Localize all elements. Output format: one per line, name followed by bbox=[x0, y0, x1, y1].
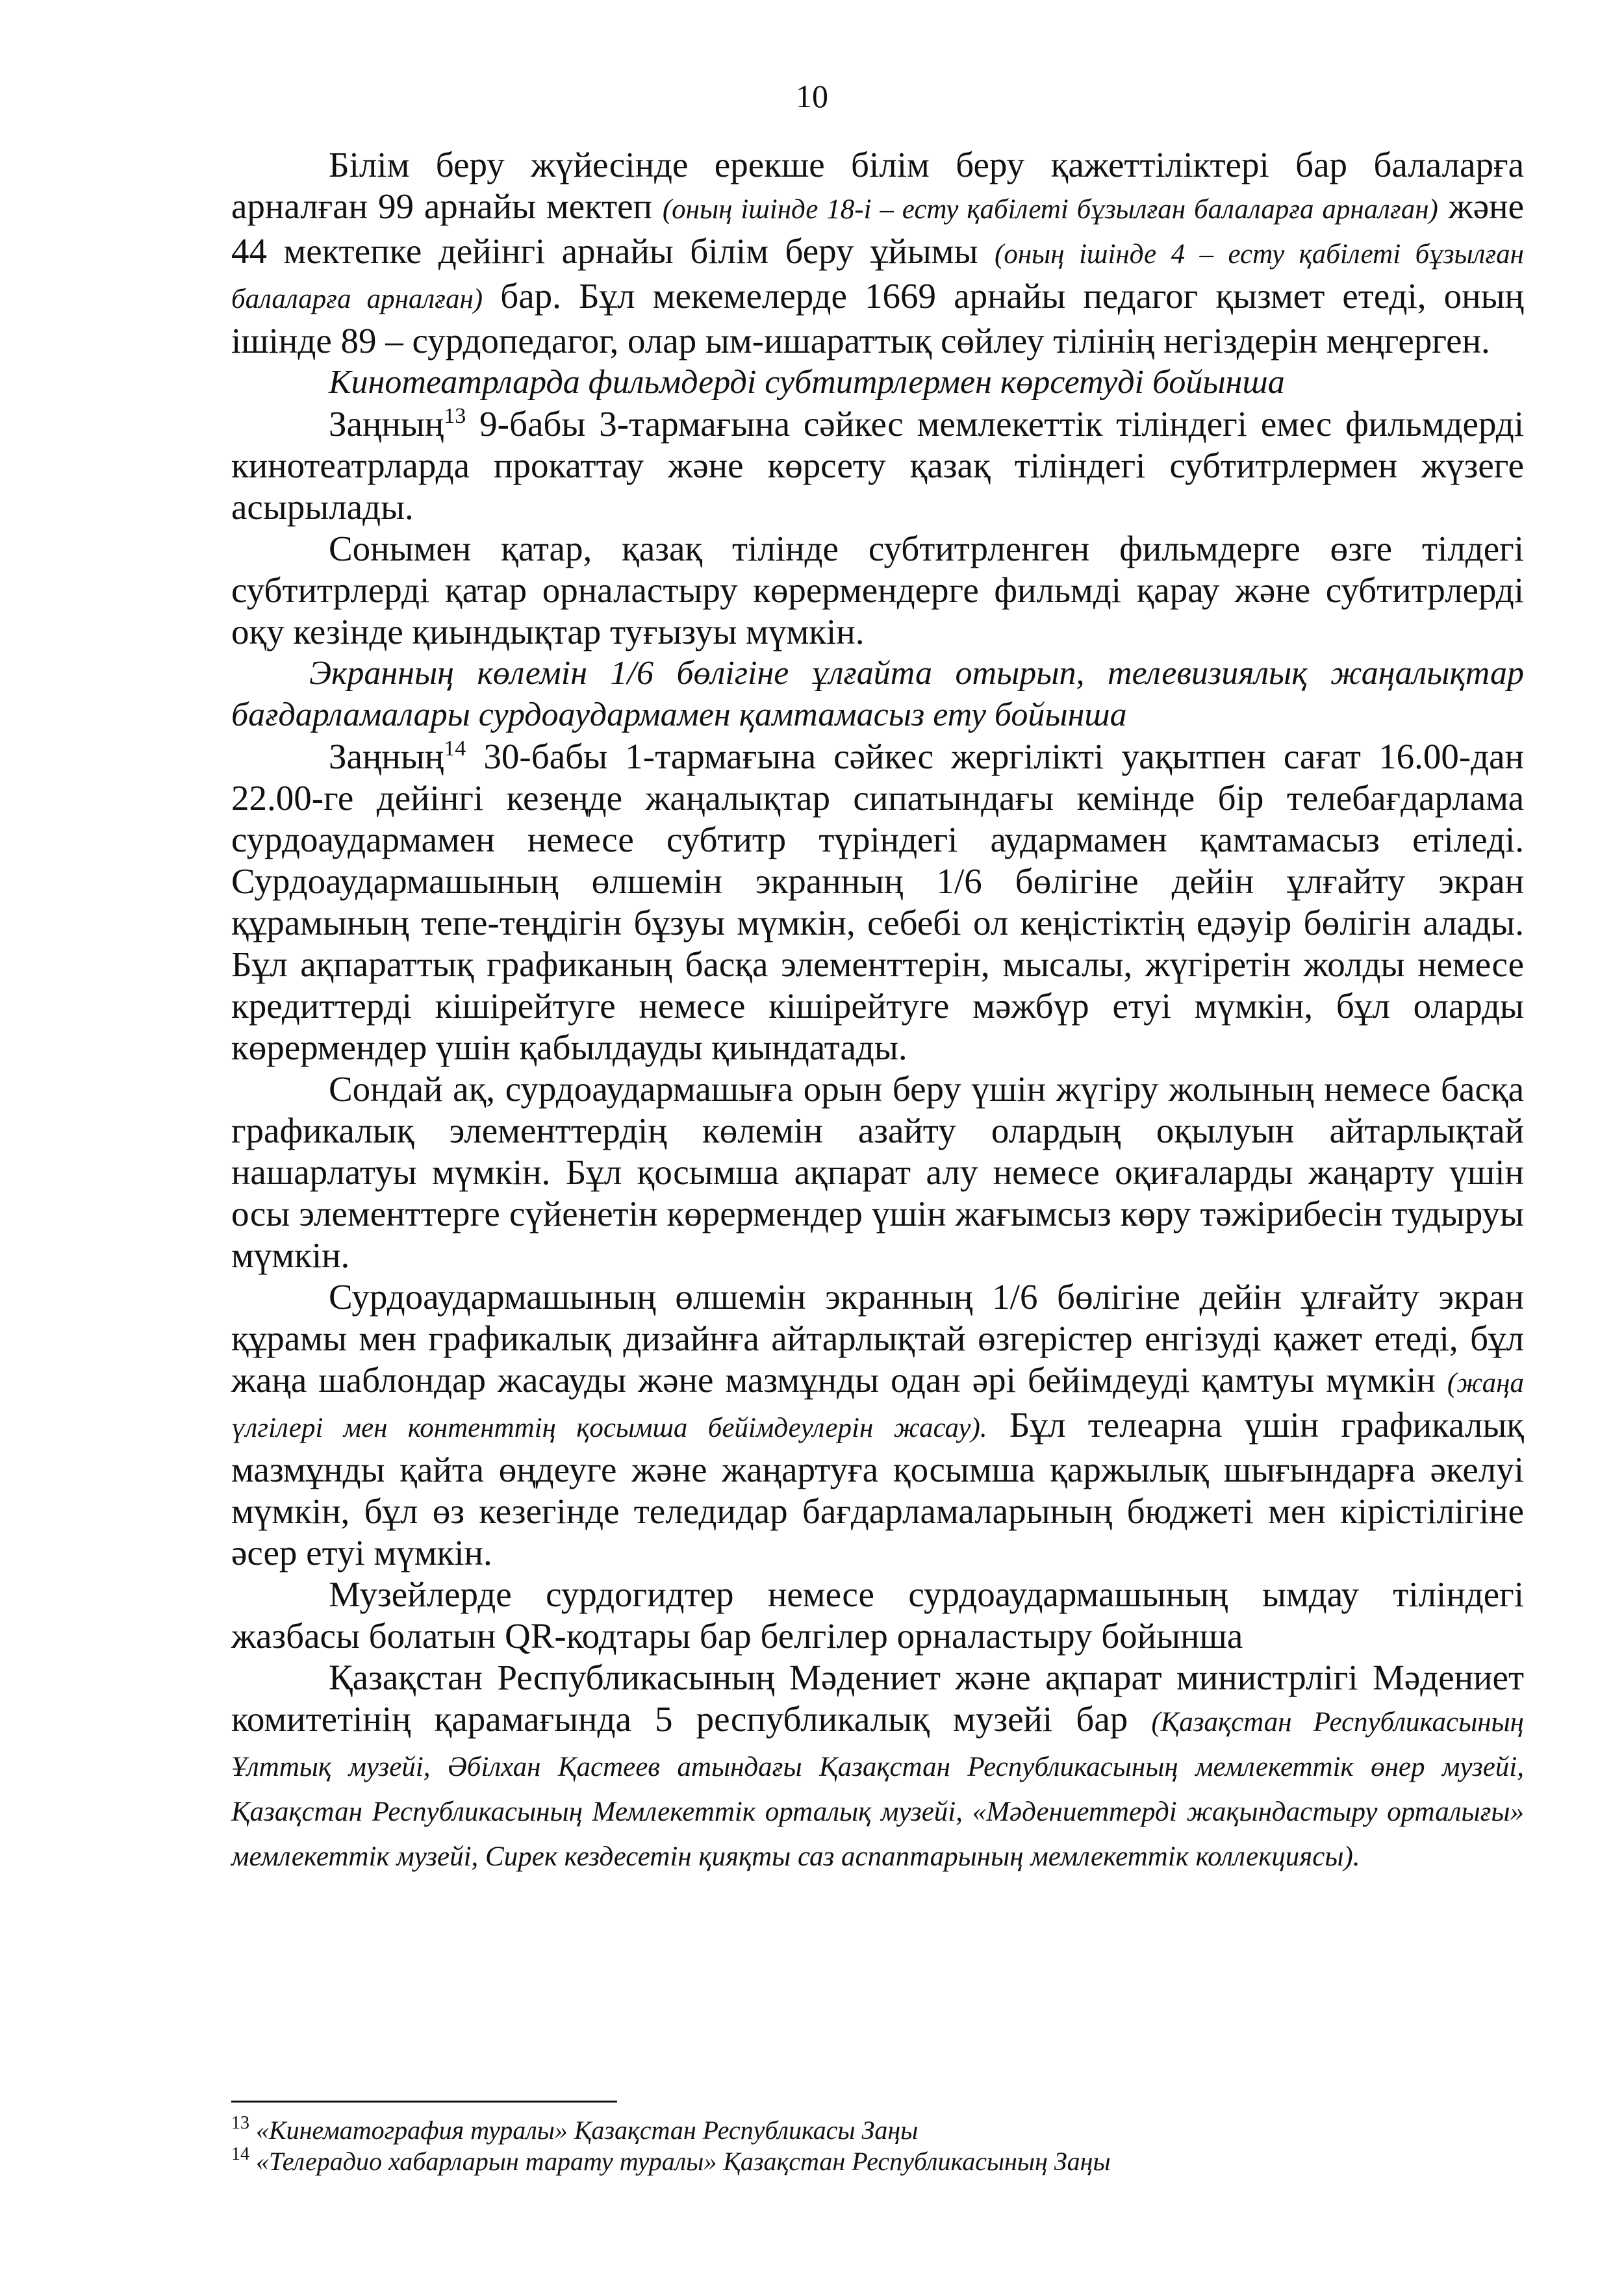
footnotes bbox=[231, 2115, 1524, 2177]
paragraph-dual-subtitles: Сонымен қатар, қазақ тілінде субтитрленген фильмдерге өзге тілдегі субтитрлерді қатар орналастыру көрермендерге фильмді қарау және субтитрлерді оқу кезінде қиындықтар туғызуы мүмкін. bbox=[231, 529, 1524, 651]
p4-text-b: 30-бабы 1-тармағына сәйкес жергілікті уақытпен сағат 16.00-дан 22.00-ге дейінгі кезеңде жаңалықтар сипатындағы кемінде бір телебағдарлама сурдоаудармамен немесе субтитр түріндегі аудармамен қамтамасыз етіледі. Сурдоаудармашының өлшемін экранның 1/6 бөлігіне дейін ұлғайту экран құрамының тепе-теңдігін бұзуы мүмкін, себебі ол кеңістіктің едәуір бөлігін алады. Бұл ақпараттық графиканың басқа элементтерін, мысалы, жүгіретін жолды немесе кредиттерді кішірейтуге немесе кішірейтуге мәжбүр етуі мүмкін, бұл оларды көрермендер үшін қабылдауды қиындатады. bbox=[231, 737, 1524, 1067]
paragraph-special-schools bbox=[231, 144, 1524, 362]
p1-note-a: (оның ішінде 18-і – есту қабілеті бұзылған балаларға арналған) bbox=[662, 194, 1438, 225]
p1-note-b: (оның ішінде 4 – есту қабілеті бұзылған балаларға арналған) bbox=[231, 239, 1524, 314]
p6-note: (жаңа үлгілері мен контенттің қосымша бейімдеулерін жасау). bbox=[231, 1368, 1525, 1443]
p6-text-b: Бұл телеарна үшін графикалық мазмұнды қайта өңдеуге және жаңартуға қосымша қаржылық шығындарға әкелуі мүмкін, бұл өз кезегінде теледидар бағдарламаларының бюджеті мен кірістілігіне әсер етуі мүмкін. bbox=[231, 1405, 1525, 1573]
body-text bbox=[231, 144, 1524, 1878]
p1-text-b: және 44 мектепке дейінгі арнайы білім беру ұйымы bbox=[231, 186, 1525, 271]
heading-sign-language-news: Экранның көлемін 1/6 бөлігіне ұлғайта отырып, телевизиялық жаңалықтар бағдарламалары сурдоаудармамен қамтамасыз ету бойынша bbox=[231, 655, 1524, 733]
p2-text-b: 9-бабы 3-тармағына сәйкес мемлекеттік тіліндегі емес фильмдерді кинотеатрларда прокаттау және көрсету қазақ тіліндегі субтитрлермен жүзеге асырылады. bbox=[231, 404, 1524, 527]
footnote-mark-14: 14 bbox=[231, 2144, 249, 2164]
footnote-14 bbox=[231, 2146, 1524, 2177]
footnote-text-14: «Телерадио хабарларын тарату туралы» Қазақстан Республикасының Заңы bbox=[256, 2147, 1111, 2176]
p2-text-a: Заңның bbox=[329, 404, 444, 444]
page-number: 10 bbox=[796, 78, 828, 114]
footnote-ref-14: 14 bbox=[444, 737, 466, 761]
p6-text-a: Сурдоаудармашының өлшемін экранның 1/6 бөлігіне дейін ұлғайту экран құрамы мен графикалық дизайнға айтарлықтай өзгерістер енгізуді қажет етеді, бұл жаңа шаблондар жасауды және мазмұнды одан әрі бейімдеуді қамтуы мүмкін bbox=[231, 1277, 1524, 1400]
p8-text-a: Қазақстан Республикасының Мәдениет және ақпарат министрлігі Мәдениет комитетінің қарамағында 5 республикалық музейі бар bbox=[231, 1658, 1524, 1739]
p4-text-a: Заңның bbox=[329, 737, 444, 776]
footnote-ref-13: 13 bbox=[444, 404, 466, 428]
paragraph-museum-heading: Музейлерде сурдогидтер немесе сурдоаудармашының ымдау тіліндегі жазбасы болатын QR-кодтары бар белгілер орналастыру бойынша bbox=[231, 1574, 1524, 1656]
footnote-text-13: «Кинематография туралы» Қазақстан Республикасы Заңы bbox=[256, 2116, 919, 2145]
paragraph-museums bbox=[231, 1657, 1524, 1878]
p1-text-a: Білім беру жүйесінде ерекше білім беру қажеттіліктері бар балаларға арналған 99 арнайы мектеп bbox=[231, 145, 1524, 226]
paragraph-design-changes bbox=[231, 1276, 1524, 1574]
footnote-mark-13: 13 bbox=[231, 2113, 249, 2133]
paragraph-ticker-readability: Сондай ақ, сурдоаудармашыға орын беру үшін жүгіру жолының немесе басқа графикалық элементтердің көлемін азайту олардың оқылуын айтарлықтай нашарлатуы мүмкін. Бұл қосымша ақпарат алу немесе оқиғаларды жаңарту үшін осы элементтерге сүйенетін көрермендер үшін жағымсыз көру тәжірибесін тудыруы мүмкін. bbox=[231, 1069, 1524, 1275]
heading-cinema-subtitles: Кинотеатрларда фильмдерді субтитрлермен көрсетуді бойынша bbox=[329, 364, 1285, 401]
p8-museum-list: (Қазақстан Республикасының Ұлттық музейі, Әбілхан Қастеев атындағы Қазақстан Республикасының мемлекеттік өнер музейі, Қазақстан Республикасының Мемлекеттік орталық музейі, «Мәдениеттерді жақындастыру орталығы» мемлекеттік музейі, Сирек кездесетін қияқты саз аспаптарының мемлекеттік коллекциясы). bbox=[231, 1707, 1524, 1872]
p1-text-c: бар. Бұл мекемелерде 1669 арнайы педагог қызмет етеді, оның ішінде 89 – сурдопедагог, олар ым-ишараттық сөйлеу тілінің негіздерін меңгерген. bbox=[231, 276, 1524, 360]
paragraph-tv-law bbox=[231, 736, 1524, 1068]
footnote-divider bbox=[231, 2101, 617, 2103]
footnote-13 bbox=[231, 2115, 1524, 2146]
paragraph-film-law bbox=[231, 403, 1524, 528]
